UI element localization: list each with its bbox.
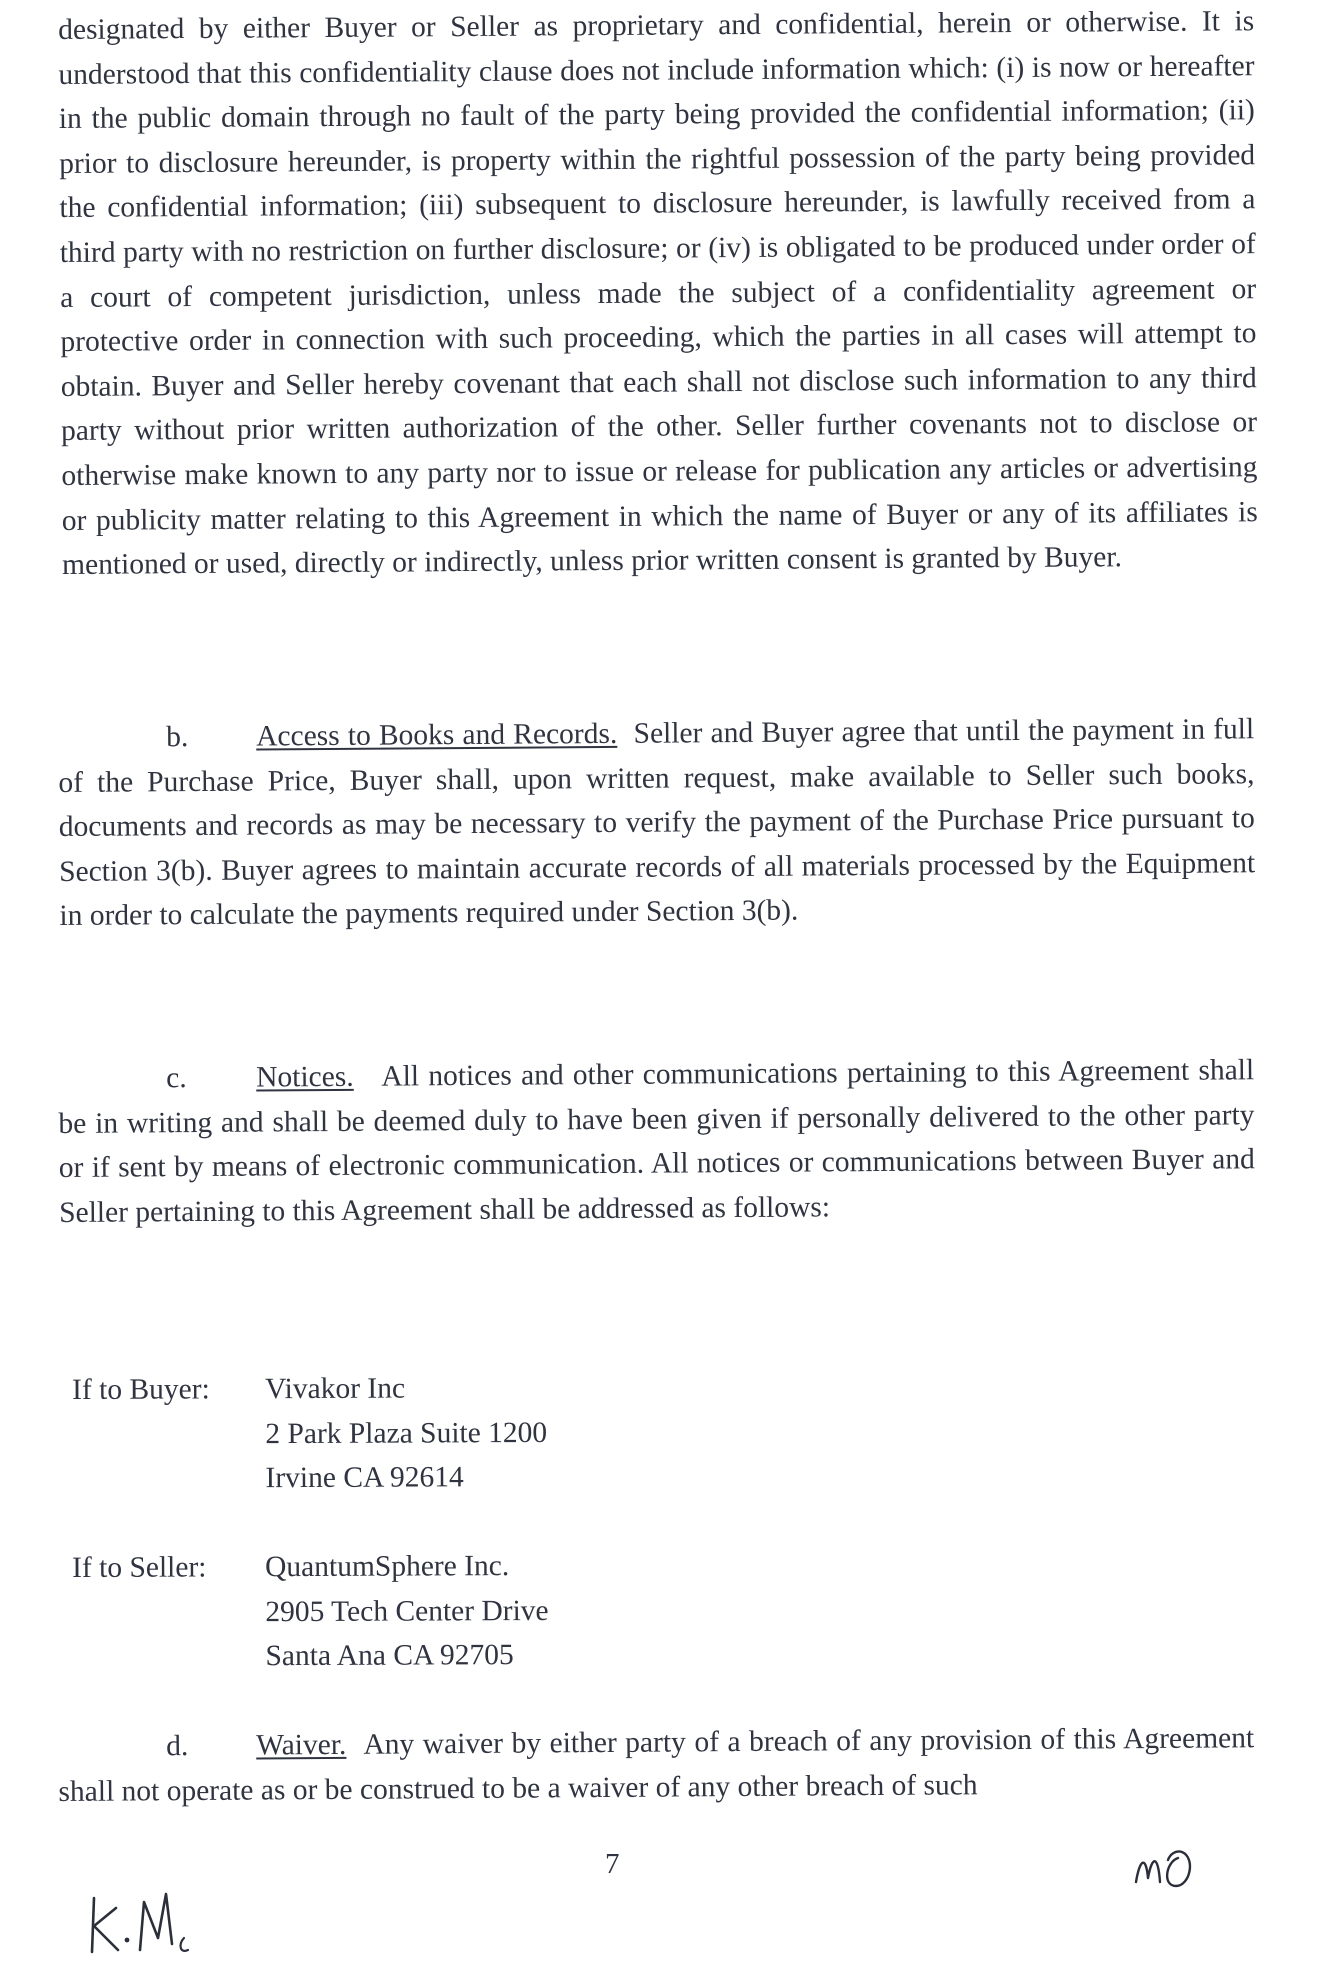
seller-address-lines: [265, 1544, 549, 1679]
buyer-address-label: If to Buyer:: [72, 1373, 210, 1406]
section-text-notices: All notices and other communications pertaining to this Agreement shall be in writing and shall be deemed duly to have been given if personally delivered to the other party or if sent by means of electronic communication. All notices or communications between Buyer and Seller pertaining to this Agreement shall be addressed as follows:: [58, 1054, 1255, 1229]
seller-address-line: 2905 Tech Center Drive: [265, 1594, 549, 1628]
page-number: 7: [605, 1848, 620, 1880]
buyer-address-line: Irvine CA 92614: [265, 1461, 464, 1495]
seller-address-line: Santa Ana CA 92705: [265, 1639, 514, 1673]
buyer-address-lines: [265, 1366, 547, 1501]
notices-paragraph: [58, 1048, 1255, 1235]
seller-address-label: If to Seller:: [72, 1551, 207, 1584]
handwritten-initials-right: [1130, 1838, 1230, 1898]
section-label-c: c.: [166, 1062, 187, 1095]
buyer-address-line: Vivakor Inc: [265, 1372, 406, 1406]
handwritten-initials-left: [80, 1880, 220, 1960]
section-text-access-to-books: Seller and Buyer agree that until the payment in full of the Purchase Price, Buyer shall, upon written request, make available to Seller such books, documents and records as may be necessary to verify the payment of the Purchase Price pursuant to Section 3(b). Buyer agrees to maintain accurate records of all materials processed by the Equipment in order to calculate the payments required under Section 3(b).: [58, 713, 1256, 933]
section-heading-access-to-books: Access to Books and Records.: [256, 717, 618, 753]
buyer-address-line: 2 Park Plaza Suite 1200: [265, 1416, 548, 1450]
access-to-books-paragraph: [58, 707, 1256, 939]
waiver-paragraph: [58, 1716, 1255, 1814]
section-text-waiver: Any waiver by either party of a breach of any provision of this Agreement shall not operate as or be construed to be a waiver of any other breach of such: [58, 1722, 1255, 1808]
section-label-d: d.: [166, 1730, 189, 1763]
section-heading-waiver: Waiver.: [256, 1728, 347, 1762]
seller-address-line: QuantumSphere Inc.: [265, 1550, 510, 1584]
confidentiality-paragraph: designated by either Buyer or Seller as proprietary and confidential, herein or otherwise. It is understood that this confidentiality clause does not include information which: (i) is now or hereafter in the public domain through no fault of the party being provided the confidential information; (ii) prior to disclosure hereunder, is property within the rightful possession of the party being provided the confidential information; (iii) subsequent to disclosure hereunder, is lawfully received from a third party with no restriction on further disclosure; or (iv) is obligated to be produced under order of a court of competent jurisdiction, unless made the subject of a confidentiality agreement or protective order in connection with such proceeding, which the parties in all cases will attempt to obtain. Buyer and Seller hereby covenant that each shall not disclose such information to any third party without prior written authorization of the other. Seller further covenants not to disclose or otherwise make known to any party nor to issue or release for publication any articles or advertising or publicity matter relating to this Agreement in which the name of Buyer or any of its affiliates is mentioned or used, directly or indirectly, unless prior written consent is granted by Buyer.: [58, 5, 1258, 582]
section-label-b: b.: [166, 721, 189, 754]
section-heading-notices: Notices.: [256, 1060, 354, 1094]
